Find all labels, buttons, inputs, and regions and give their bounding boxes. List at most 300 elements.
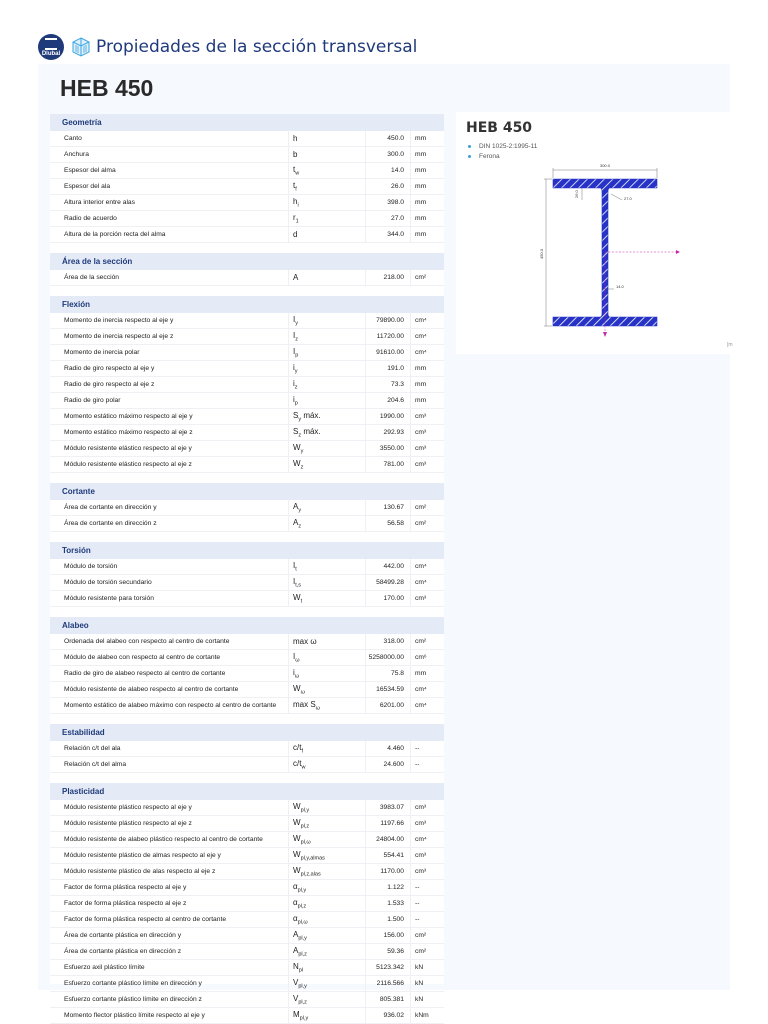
property-value: 218.00	[366, 270, 411, 286]
width-dimension-label: 300.0	[599, 163, 611, 168]
symbol-subscript: y	[295, 320, 298, 327]
property-symbol	[289, 425, 366, 441]
property-value: 398.0	[366, 195, 411, 211]
property-value: 1197.66	[366, 816, 411, 832]
symbol-main: α	[293, 913, 298, 923]
property-description: Módulo resistente plástico respecto al eje y	[50, 800, 289, 816]
section-spacer	[50, 473, 444, 484]
property-unit: cm⁴	[411, 832, 445, 848]
symbol-subscript: y	[298, 416, 302, 423]
property-value: 3983.07	[366, 800, 411, 816]
symbol-subscript: pl,ω	[297, 919, 308, 926]
property-value: 58499.28	[366, 575, 411, 591]
property-unit: mm	[411, 131, 445, 147]
property-description: Módulo resistente elástico respecto al eje y	[50, 441, 289, 457]
dlubal-logo	[38, 34, 64, 60]
property-unit: cm³	[411, 409, 445, 425]
property-unit: --	[411, 741, 445, 757]
symbol-subscript: ω	[300, 689, 305, 696]
property-description: Radio de giro polar	[50, 393, 289, 409]
section-header	[50, 483, 444, 500]
property-value: 6201.00	[366, 698, 411, 714]
property-value: 27.0	[366, 211, 411, 227]
symbol-subscript: y	[300, 448, 304, 455]
property-value: 1.122	[366, 880, 411, 896]
property-description: Anchura	[50, 147, 289, 163]
property-unit: cm³	[411, 425, 445, 441]
property-symbol	[289, 516, 366, 532]
property-value: 16534.59	[366, 682, 411, 698]
table-row	[50, 147, 444, 163]
property-symbol	[289, 409, 366, 425]
symbol-main: A	[293, 517, 299, 527]
property-description: Factor de forma plástica respecto al eje z	[50, 896, 289, 912]
table-row	[50, 227, 444, 243]
symbol-main: A	[293, 273, 299, 282]
heb-section-drawing	[536, 162, 696, 342]
property-description: Ordenada del alabeo con respecto al centro de cortante	[50, 634, 289, 650]
property-symbol	[289, 928, 366, 944]
property-symbol	[289, 393, 366, 409]
z-axis-arrow-icon	[603, 332, 607, 337]
property-symbol	[289, 329, 366, 345]
property-symbol	[289, 800, 366, 816]
symbol-subscript: pl,z,alas	[300, 871, 321, 878]
table-row	[50, 131, 444, 147]
property-value: 170.00	[366, 591, 411, 607]
symbol-main: d	[293, 230, 298, 239]
preview-item-label: Ferona	[479, 153, 500, 160]
property-unit: cm²	[411, 928, 445, 944]
table-row	[50, 559, 444, 575]
property-symbol	[289, 500, 366, 516]
symbol-main: I	[293, 346, 296, 356]
property-description: Módulo resistente elástico respecto al eje z	[50, 457, 289, 473]
table-row	[50, 944, 444, 960]
property-symbol	[289, 976, 366, 992]
property-value: 91610.00	[366, 345, 411, 361]
property-symbol	[289, 441, 366, 457]
table-row	[50, 816, 444, 832]
preview-item-label: DIN 1025-2:1995-11	[479, 143, 538, 150]
section-title: Alabeo	[50, 617, 444, 634]
property-description: Momento estático máximo respecto al eje y	[50, 409, 289, 425]
property-value: 11720.00	[366, 329, 411, 345]
symbol-subscript: z	[298, 523, 302, 530]
symbol-suffix: máx.	[301, 410, 321, 420]
table-row	[50, 313, 444, 329]
property-unit: cm⁴	[411, 682, 445, 698]
property-symbol	[289, 634, 366, 650]
property-symbol	[289, 195, 366, 211]
property-description: Altura de la porción recta del alma	[50, 227, 289, 243]
property-description: Momento de inercia polar	[50, 345, 289, 361]
symbol-subscript: ω	[294, 673, 300, 680]
property-symbol	[289, 361, 366, 377]
symbol-main: W	[293, 801, 301, 811]
property-unit: mm	[411, 195, 445, 211]
property-description: Espesor del alma	[50, 163, 289, 179]
property-unit: cm²	[411, 944, 445, 960]
table-row	[50, 345, 444, 361]
symbol-main: W	[293, 833, 301, 843]
section-header	[50, 114, 444, 131]
table-row	[50, 880, 444, 896]
table-row	[50, 270, 444, 286]
table-row	[50, 832, 444, 848]
property-unit: mm	[411, 361, 445, 377]
symbol-subscript: pl,y,almas	[300, 855, 325, 862]
property-symbol	[289, 575, 366, 591]
property-value: 191.0	[366, 361, 411, 377]
symbol-subscript: pl,y	[299, 1015, 309, 1022]
table-row	[50, 741, 444, 757]
property-description: Radio de acuerdo	[50, 211, 289, 227]
property-description: Módulo de alabeo con respecto al centro de cortante	[50, 650, 289, 666]
property-value: 24.600	[366, 757, 411, 773]
table-row	[50, 666, 444, 682]
preview-title: HEB 450	[466, 120, 533, 136]
property-unit: cm⁶	[411, 650, 445, 666]
property-value: 781.00	[366, 457, 411, 473]
property-unit: cm³	[411, 864, 445, 880]
symbol-main: N	[293, 961, 299, 971]
property-symbol	[289, 1008, 366, 1024]
property-value: 24804.00	[366, 832, 411, 848]
property-unit: cm³	[411, 457, 445, 473]
y-axis-arrow-icon	[676, 250, 680, 254]
property-value: 300.0	[366, 147, 411, 163]
property-symbol	[289, 650, 366, 666]
table-row	[50, 848, 444, 864]
symbol-subscript: ω	[295, 657, 300, 664]
symbol-main: W	[293, 458, 301, 468]
symbol-main: c/t	[293, 742, 302, 752]
table-row	[50, 393, 444, 409]
property-unit: cm⁴	[411, 329, 445, 345]
section-spacer	[50, 532, 444, 543]
symbol-subscript: pl,z	[300, 823, 310, 830]
property-description: Radio de giro respecto al eje y	[50, 361, 289, 377]
property-value: 4.460	[366, 741, 411, 757]
section-header	[50, 724, 444, 741]
property-unit: mm	[411, 666, 445, 682]
property-value: 344.0	[366, 227, 411, 243]
symbol-subscript: t	[295, 566, 297, 573]
symbol-subscript: w	[301, 764, 306, 771]
symbol-subscript: pl,z	[297, 903, 307, 910]
symbol-main: A	[293, 501, 299, 511]
property-symbol	[289, 591, 366, 607]
section-header	[50, 783, 444, 800]
symbol-subscript: t	[300, 598, 303, 605]
property-value: 450.0	[366, 131, 411, 147]
property-description: Módulo resistente plástico de alas respecto al eje z	[50, 864, 289, 880]
property-description: Radio de giro respecto al eje z	[50, 377, 289, 393]
property-value: 56.58	[366, 516, 411, 532]
property-description: Momento estático de alabeo máximo con respecto al centro de cortante	[50, 698, 289, 714]
symbol-subscript: z	[295, 336, 298, 343]
property-value: 936.02	[366, 1008, 411, 1024]
symbol-suffix: máx.	[301, 426, 321, 436]
property-symbol	[289, 757, 366, 773]
property-unit: cm⁴	[411, 345, 445, 361]
property-description: Canto	[50, 131, 289, 147]
section-spacer	[50, 773, 444, 784]
property-description: Altura interior entre alas	[50, 195, 289, 211]
property-unit: cm³	[411, 441, 445, 457]
table-row	[50, 361, 444, 377]
property-value: 26.0	[366, 179, 411, 195]
section-title: Cortante	[50, 483, 444, 500]
table-row	[50, 912, 444, 928]
property-symbol	[289, 960, 366, 976]
property-description: Área de cortante plástica en dirección y	[50, 928, 289, 944]
table-row	[50, 698, 444, 714]
property-unit: kN	[411, 992, 445, 1008]
symbol-main: I	[293, 651, 296, 661]
section-title: Plasticidad	[50, 783, 444, 800]
symbol-main: V	[293, 993, 299, 1003]
property-description: Momento estático máximo respecto al eje z	[50, 425, 289, 441]
property-value: 204.6	[366, 393, 411, 409]
section-spacer	[50, 286, 444, 297]
symbol-subscript: pl,y	[298, 935, 307, 942]
table-row	[50, 682, 444, 698]
logo-text: Dlubal	[41, 50, 61, 57]
symbol-main: max ω	[293, 637, 317, 646]
property-unit: cm³	[411, 591, 445, 607]
property-unit: cm²	[411, 516, 445, 532]
symbol-main: W	[293, 592, 301, 602]
properties-table-container	[50, 114, 444, 1022]
property-unit: mm	[411, 211, 445, 227]
property-symbol	[289, 559, 366, 575]
symbol-subscript: pl,y	[297, 887, 307, 894]
bullet-icon	[468, 145, 471, 148]
property-description: Módulo de torsión secundario	[50, 575, 289, 591]
property-symbol	[289, 377, 366, 393]
table-row	[50, 441, 444, 457]
symbol-main: W	[293, 817, 301, 827]
table-row	[50, 163, 444, 179]
symbol-main: S	[293, 426, 299, 436]
property-value: 1170.00	[366, 864, 411, 880]
property-unit: cm⁴	[411, 698, 445, 714]
property-description: Relación c/t del ala	[50, 741, 289, 757]
property-unit: mm	[411, 147, 445, 163]
section-header	[50, 296, 444, 313]
bullet-icon	[468, 155, 471, 158]
section-title: Área de la sección	[50, 253, 444, 270]
symbol-main: c/t	[293, 758, 302, 768]
property-description: Área de cortante en dirección z	[50, 516, 289, 532]
property-symbol	[289, 698, 366, 714]
property-symbol	[289, 880, 366, 896]
table-row	[50, 425, 444, 441]
symbol-main: W	[293, 683, 301, 693]
symbol-main: I	[293, 560, 296, 570]
symbol-main: W	[293, 865, 301, 875]
property-unit: cm³	[411, 816, 445, 832]
property-unit: kN	[411, 976, 445, 992]
property-description: Momento de inercia respecto al eje z	[50, 329, 289, 345]
table-row	[50, 634, 444, 650]
cube-icon	[72, 37, 90, 57]
table-row	[50, 329, 444, 345]
section-spacer	[50, 714, 444, 725]
property-unit: cm⁴	[411, 575, 445, 591]
preview-item-standard	[468, 143, 537, 150]
table-row	[50, 377, 444, 393]
property-unit: kNm	[411, 1008, 445, 1024]
property-description: Esfuerzo cortante plástico límite en dirección y	[50, 976, 289, 992]
property-unit: cm²	[411, 500, 445, 516]
preview-item-manufacturer	[468, 153, 500, 160]
section-header	[50, 542, 444, 559]
property-unit: mm	[411, 227, 445, 243]
property-unit: cm²	[411, 634, 445, 650]
table-row	[50, 650, 444, 666]
property-unit: cm⁴	[411, 559, 445, 575]
table-row	[50, 591, 444, 607]
property-unit: cm⁴	[411, 313, 445, 329]
property-unit: mm	[411, 179, 445, 195]
table-row	[50, 800, 444, 816]
table-row	[50, 179, 444, 195]
property-description: Esfuerzo cortante plástico límite en dirección z	[50, 992, 289, 1008]
symbol-subscript: pl,y	[300, 807, 310, 814]
section-spacer	[50, 607, 444, 618]
property-unit: --	[411, 880, 445, 896]
section-title: Flexión	[50, 296, 444, 313]
symbol-subscript: 1	[295, 218, 299, 225]
property-description: Área de la sección	[50, 270, 289, 286]
table-row	[50, 928, 444, 944]
symbol-subscript: z	[298, 432, 302, 439]
table-row	[50, 457, 444, 473]
table-row	[50, 211, 444, 227]
section-header	[50, 617, 444, 634]
symbol-main: I	[293, 314, 296, 324]
table-row	[50, 992, 444, 1008]
property-value: 79890.00	[366, 313, 411, 329]
property-description: Factor de forma plástica respecto al eje y	[50, 880, 289, 896]
property-value: 1.500	[366, 912, 411, 928]
property-symbol	[289, 896, 366, 912]
app-title: Propiedades de la sección transversal	[96, 37, 418, 57]
table-row	[50, 516, 444, 532]
property-description: Módulo de torsión	[50, 559, 289, 575]
property-description: Relación c/t del alma	[50, 757, 289, 773]
symbol-main: A	[293, 929, 299, 939]
property-unit: kN	[411, 960, 445, 976]
property-symbol	[289, 163, 366, 179]
symbol-main: r	[293, 212, 296, 222]
property-value: 442.00	[366, 559, 411, 575]
property-description: Esfuerzo axil plástico límite	[50, 960, 289, 976]
symbol-main: i	[293, 378, 295, 388]
property-value: 1.533	[366, 896, 411, 912]
section-title: Estabilidad	[50, 724, 444, 741]
symbol-main: i	[293, 667, 295, 677]
symbol-subscript: y	[298, 507, 302, 514]
table-row	[50, 864, 444, 880]
table-row	[50, 409, 444, 425]
property-description: Espesor del ala	[50, 179, 289, 195]
symbol-subscript: pl,z	[298, 951, 307, 958]
symbol-subscript: p	[295, 352, 299, 359]
property-unit: cm³	[411, 800, 445, 816]
table-row	[50, 896, 444, 912]
property-description: Módulo resistente de alabeo plástico respecto al centro de cortante	[50, 832, 289, 848]
symbol-subscript: pl,y	[298, 983, 307, 990]
symbol-main: t	[293, 164, 296, 174]
property-symbol	[289, 912, 366, 928]
property-symbol	[289, 457, 366, 473]
property-symbol	[289, 270, 366, 286]
symbol-subscript: p	[294, 400, 298, 407]
symbol-main: max S	[293, 699, 316, 709]
symbol-main: h	[293, 196, 298, 206]
symbol-subscript: f	[301, 748, 303, 755]
property-unit: mm	[411, 377, 445, 393]
property-unit: --	[411, 757, 445, 773]
property-description: Momento flector plástico límite respecto al eje y	[50, 1008, 289, 1024]
property-symbol	[289, 832, 366, 848]
symbol-main: α	[293, 881, 298, 891]
section-title: Torsión	[50, 542, 444, 559]
symbol-main: i	[293, 394, 295, 404]
property-value: 2116.566	[366, 976, 411, 992]
property-value: 14.0	[366, 163, 411, 179]
symbol-main: W	[293, 849, 301, 859]
property-value: 156.00	[366, 928, 411, 944]
property-symbol	[289, 864, 366, 880]
property-value: 5123.342	[366, 960, 411, 976]
property-symbol	[289, 848, 366, 864]
property-value: 130.67	[366, 500, 411, 516]
property-unit: mm	[411, 163, 445, 179]
property-description: Área de cortante en dirección y	[50, 500, 289, 516]
property-description: Área de cortante plástica en dirección z	[50, 944, 289, 960]
table-row	[50, 960, 444, 976]
property-value: 5258000.00	[366, 650, 411, 666]
section-title: Geometría	[50, 114, 444, 131]
property-description: Factor de forma plástica respecto al centro de cortante	[50, 912, 289, 928]
section-spacer	[50, 243, 444, 254]
symbol-subscript: f	[295, 186, 297, 193]
symbol-subscript: z	[300, 464, 304, 471]
property-description: Módulo resistente plástico respecto al eje z	[50, 816, 289, 832]
property-unit: --	[411, 896, 445, 912]
property-value: 73.3	[366, 377, 411, 393]
table-row	[50, 976, 444, 992]
symbol-main: W	[293, 442, 301, 452]
property-unit: --	[411, 912, 445, 928]
property-symbol	[289, 147, 366, 163]
property-symbol	[289, 313, 366, 329]
symbol-main: V	[293, 977, 299, 987]
symbol-main: i	[293, 362, 295, 372]
property-unit: mm	[411, 393, 445, 409]
symbol-subscript: pl,z	[298, 999, 307, 1006]
symbol-main: h	[293, 134, 298, 143]
property-unit: cm³	[411, 848, 445, 864]
property-symbol	[289, 345, 366, 361]
table-row	[50, 195, 444, 211]
section-header	[50, 253, 444, 270]
